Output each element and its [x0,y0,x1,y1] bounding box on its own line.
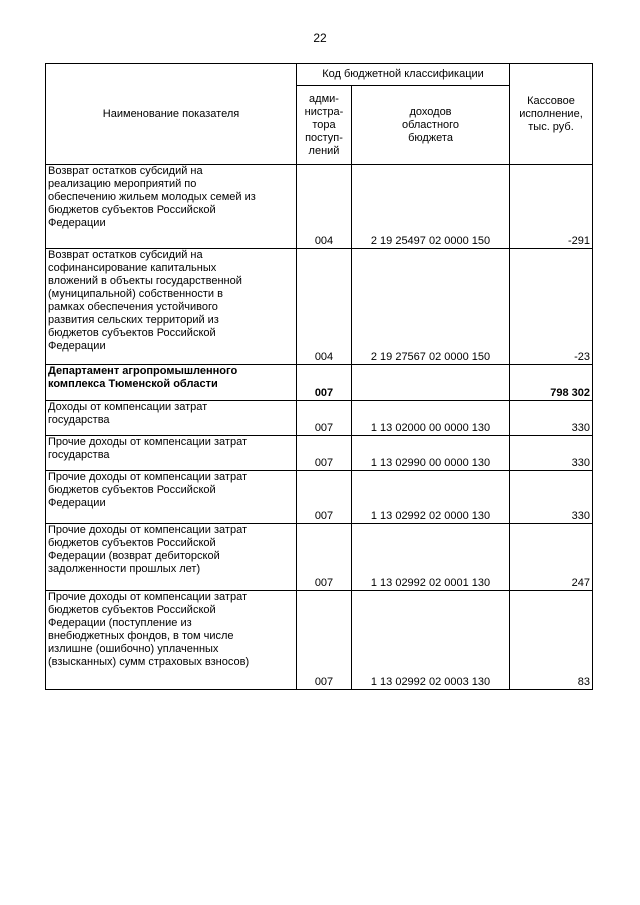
row-budget-code: 1 13 02000 00 0000 130 [352,401,510,436]
row-name-line: Прочие доходы от компенсации затрат [48,471,247,483]
row-name-line: бюджетов субъектов Российской [48,327,216,339]
row-amount: 798 302 [510,365,593,401]
row-admin-code: 007 [297,524,352,591]
header-income-line: бюджета [408,131,453,144]
row-budget-code: 2 19 25497 02 0000 150 [352,165,510,249]
row-name-line: реализацию мероприятий по [48,178,197,190]
row-name-line: бюджетов субъектов Российской [48,537,216,549]
header-income [352,86,510,165]
row-name [46,249,297,365]
row-admin-code: 007 [297,365,352,401]
row-name [46,591,297,690]
row-name [46,365,297,401]
row-budget-code: 1 13 02992 02 0003 130 [352,591,510,690]
row-budget-code: 1 13 02992 02 0000 130 [352,471,510,524]
row-name-line: Прочие доходы от компенсации затрат [48,436,247,448]
row-name-line: государства [48,414,110,426]
row-name-line: задолженности прошлых лет) [48,563,201,575]
row-name-line: комплекса Тюменской области [48,378,218,390]
header-code-group: Код бюджетной классификации [297,64,510,86]
row-name-line: Федерации [48,217,106,229]
row-admin-code: 007 [297,436,352,471]
row-amount: 247 [510,524,593,591]
header-income-line: областного [401,118,460,131]
row-name [46,471,297,524]
header-admin [297,86,352,165]
table-row [46,165,593,249]
row-name-line: Федерации [48,340,106,352]
row-name-line: Прочие доходы от компенсации затрат [48,591,247,603]
row-name-line: Прочие доходы от компенсации затрат [48,524,247,536]
row-amount: 330 [510,436,593,471]
header-admin-line: лений [308,144,340,157]
header-admin-line: поступ- [305,131,343,144]
row-name-line: излишне (ошибочно) уплаченных [48,643,219,655]
row-name-line: Федерации (поступление из [48,617,192,629]
header-amount-line: исполнение, [519,107,583,120]
row-name-line: Возврат остатков субсидий на [48,249,203,261]
row-budget-code [352,365,510,401]
row-name-line: государства [48,449,110,461]
row-name-line: обеспечению жильем молодых семей из [48,191,256,203]
row-name [46,524,297,591]
table-row [46,401,593,436]
row-admin-code: 007 [297,471,352,524]
row-name-line: развития сельских территорий из [48,314,219,326]
row-name [46,165,297,249]
row-name-line: (муниципальной) собственности в [48,288,223,300]
row-name-line: Федерации [48,497,106,509]
table-row [46,471,593,524]
row-budget-code: 1 13 02990 00 0000 130 [352,436,510,471]
row-amount: 83 [510,591,593,690]
row-name-line: вложений в объекты государственной [48,275,242,287]
table-row [46,365,593,401]
row-admin-code: 004 [297,165,352,249]
row-name-line: Департамент агропромышленного [48,365,238,377]
row-admin-code: 007 [297,591,352,690]
header-income-line: доходов [409,105,452,118]
row-name-line: Доходы от компенсации затрат [48,401,208,413]
header-admin-line: нистра- [304,105,344,118]
table-row [46,436,593,471]
header-admin-line: тора [312,118,336,131]
row-admin-code: 007 [297,401,352,436]
row-name-line: бюджетов субъектов Российской [48,604,216,616]
header-amount [510,64,593,165]
header-amount-line: Кассовое [527,94,575,107]
row-name-line: Федерации (возврат дебиторской [48,550,220,562]
row-name [46,401,297,436]
row-amount: -23 [510,249,593,365]
row-name-line: бюджетов субъектов Российской [48,484,216,496]
header-admin-line: адми- [309,92,339,105]
row-name-line: бюджетов субъектов Российской [48,204,216,216]
row-name-line: (взысканных) сумм страховых взносов) [48,656,250,668]
row-amount: 330 [510,471,593,524]
row-budget-code: 1 13 02992 02 0001 130 [352,524,510,591]
table-row [46,524,593,591]
row-amount: -291 [510,165,593,249]
row-budget-code: 2 19 27567 02 0000 150 [352,249,510,365]
row-name-line: Возврат остатков субсидий на [48,165,203,177]
table-row [46,591,593,690]
row-name-line: внебюджетных фондов, в том числе [48,630,234,642]
row-amount: 330 [510,401,593,436]
budget-table [45,63,593,690]
header-amount-line: тыс. руб. [528,120,574,133]
header-name: Наименование показателя [46,64,297,165]
page-number: 22 [313,31,327,45]
table-row [46,249,593,365]
row-name-line: рамках обеспечения устойчивого [48,301,218,313]
row-admin-code: 004 [297,249,352,365]
row-name [46,436,297,471]
row-name-line: софинансирование капитальных [48,262,217,274]
